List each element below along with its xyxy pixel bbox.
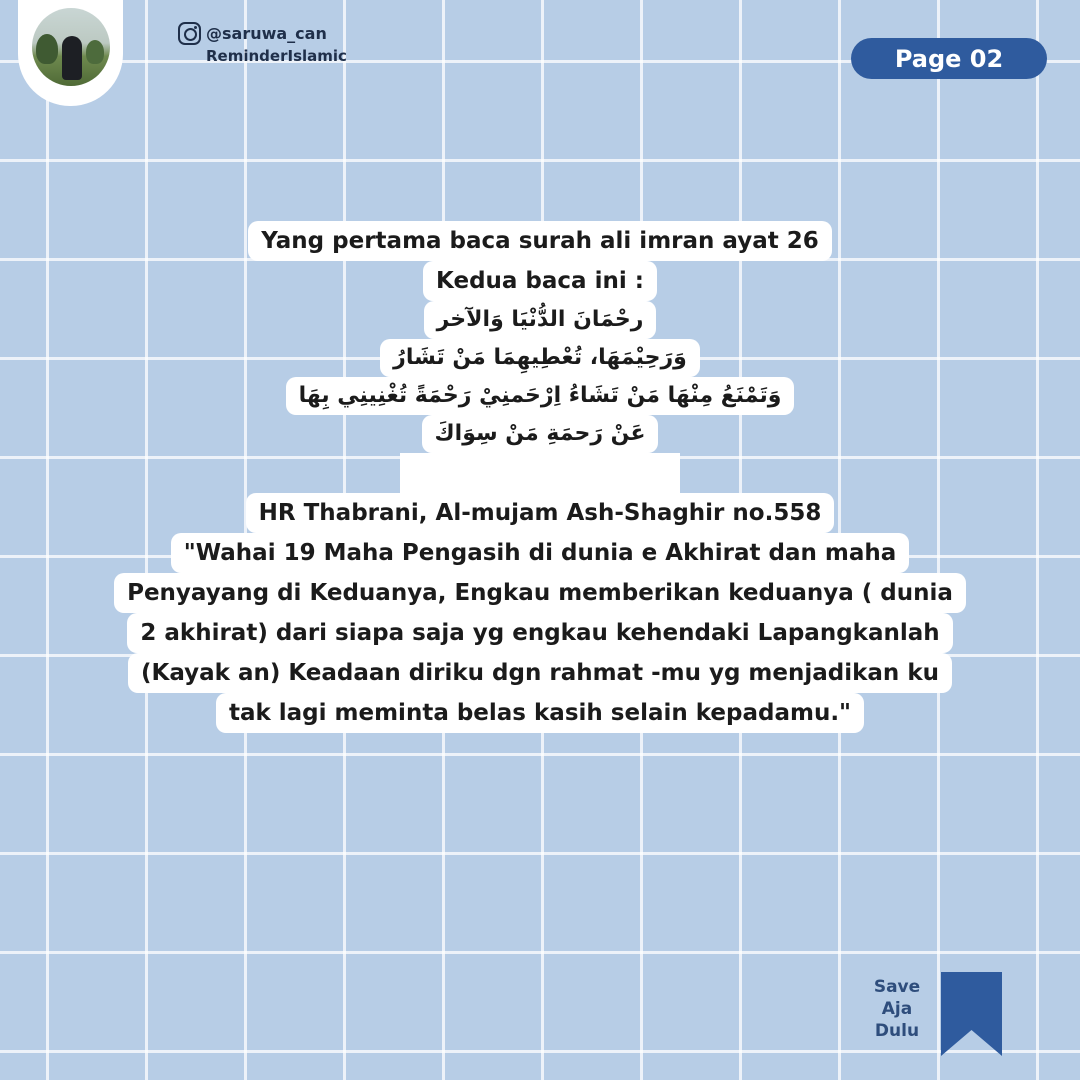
- avatar-tree: [36, 34, 58, 64]
- arabic-line-4: عَنْ رَحمَةِ مَنْ سِوَاكَ: [422, 415, 659, 453]
- intro-line-1: Yang pertama baca surah ali imran ayat 26: [248, 221, 832, 261]
- bookmark-icon[interactable]: [941, 972, 1002, 1056]
- translation-line: Penyayang di Keduanya, Engkau memberikan keduanya ( dunia: [114, 573, 966, 613]
- save-prompt-line: Save: [873, 977, 921, 997]
- translation-line: tak lagi meminta belas kasih selain kepadamu.": [216, 693, 864, 733]
- save-prompt-line: Aja: [881, 999, 913, 1019]
- arabic-line-1: رحْمَانَ الدُّنْيَا وَالآخر: [424, 301, 657, 339]
- translation-line: "Wahai 19 Maha Pengasih di dunia e Akhirat dan maha: [171, 533, 909, 573]
- text-spacer: [400, 453, 680, 493]
- social-handle-row[interactable]: [178, 22, 347, 45]
- save-prompt-line: Dulu: [874, 1021, 920, 1041]
- social-handle: @saruwa_can: [206, 24, 327, 43]
- avatar-frame: [18, 0, 123, 106]
- avatar-tree: [86, 40, 104, 64]
- avatar[interactable]: [32, 8, 110, 86]
- hadith-source: HR Thabrani, Al-mujam Ash-Shaghir no.558: [246, 493, 835, 533]
- main-text-block: [0, 221, 1080, 733]
- instagram-icon: [178, 22, 201, 45]
- arabic-line-2: وَرَحِيْمَهَا، تُعْطِيهِمَا مَنْ تَشَارُ: [380, 339, 700, 377]
- arabic-line-3: وَتَمْنَعُ مِنْهَا مَنْ تَشَاءُ اِرْحَمنِيْ رَحْمَةً تُغْنِينِي بِهَا: [286, 377, 795, 415]
- avatar-person: [62, 36, 82, 80]
- page-number-badge: Page 02: [851, 38, 1047, 79]
- social-info: [178, 22, 347, 65]
- save-prompt: [862, 976, 932, 1042]
- intro-line-2: Kedua baca ini :: [423, 261, 657, 301]
- account-name: ReminderIslamic: [206, 47, 347, 65]
- translation-line: (Kayak an) Keadaan diriku dgn rahmat -mu yg menjadikan ku: [128, 653, 952, 693]
- translation-line: 2 akhirat) dari siapa saja yg engkau kehendaki Lapangkanlah: [127, 613, 952, 653]
